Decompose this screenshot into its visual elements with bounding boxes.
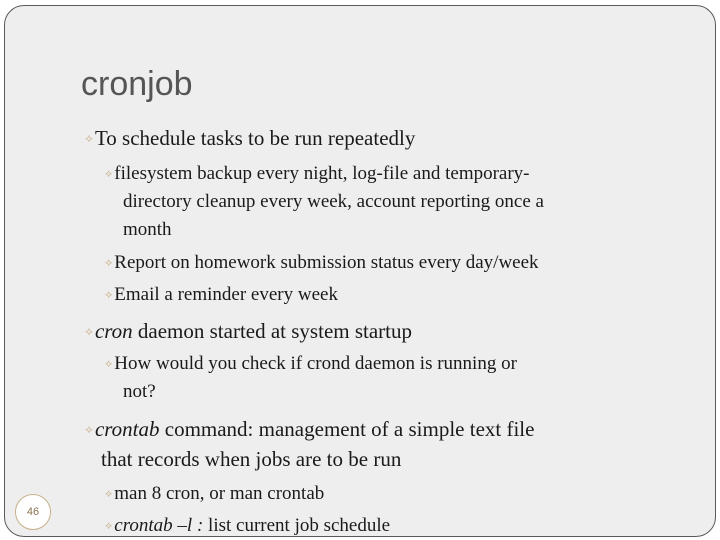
- bullet-text: list current job schedule: [203, 515, 391, 536]
- crontab-l-term: crontab –l :: [114, 515, 204, 536]
- bullet-text: Email a reminder every week: [114, 284, 338, 305]
- bullet-icon: ⟡: [105, 520, 113, 532]
- bullet-icon: ⟡: [105, 168, 113, 180]
- bullet-text: daemon started at system startup: [132, 319, 413, 343]
- bullet-icon: ⟡: [105, 358, 113, 370]
- slide: [4, 5, 716, 537]
- crontab-term: crontab: [94, 417, 160, 441]
- bullet-email-reminder: [105, 281, 338, 309]
- bullet-text-line3: month: [123, 219, 172, 240]
- bullet-text: Report on homework submission status every day/week: [114, 252, 539, 273]
- bullet-man-cron: [105, 480, 324, 508]
- bullet-cron-daemon: [85, 316, 412, 346]
- bullet-check-crond: [105, 350, 517, 406]
- bullet-crontab-command: [85, 414, 534, 474]
- bullet-text-line1: How would you check if crond daemon is running or: [114, 353, 517, 374]
- bullet-icon: ⟡: [85, 422, 93, 436]
- page-number-badge: 46: [15, 494, 51, 530]
- bullet-text: man 8 cron, or man crontab: [114, 483, 325, 504]
- bullet-text-line1: filesystem backup every night, log-file and temporary-: [114, 163, 530, 184]
- bullet-text-line1: command: management of a simple text file: [159, 417, 535, 441]
- bullet-icon: ⟡: [105, 289, 113, 301]
- bullet-schedule-tasks: [85, 123, 415, 153]
- slide-title: cronjob: [81, 65, 193, 103]
- cron-term: cron: [94, 319, 133, 343]
- bullet-text-line2: not?: [123, 381, 156, 402]
- bullet-icon: ⟡: [105, 488, 113, 500]
- bullet-icon: ⟡: [105, 257, 113, 269]
- bullet-icon: ⟡: [85, 131, 93, 145]
- bullet-icon: ⟡: [85, 324, 93, 338]
- bullet-text: To schedule tasks to be run repeatedly: [94, 126, 416, 150]
- bullet-text-line2: that records when jobs are to be run: [101, 447, 402, 471]
- bullet-text-line2: directory cleanup every week, account reporting once a: [123, 191, 544, 212]
- bullet-homework-report: [105, 249, 539, 277]
- bullet-filesystem-backup: [105, 160, 544, 244]
- bullet-crontab-list: [105, 512, 390, 537]
